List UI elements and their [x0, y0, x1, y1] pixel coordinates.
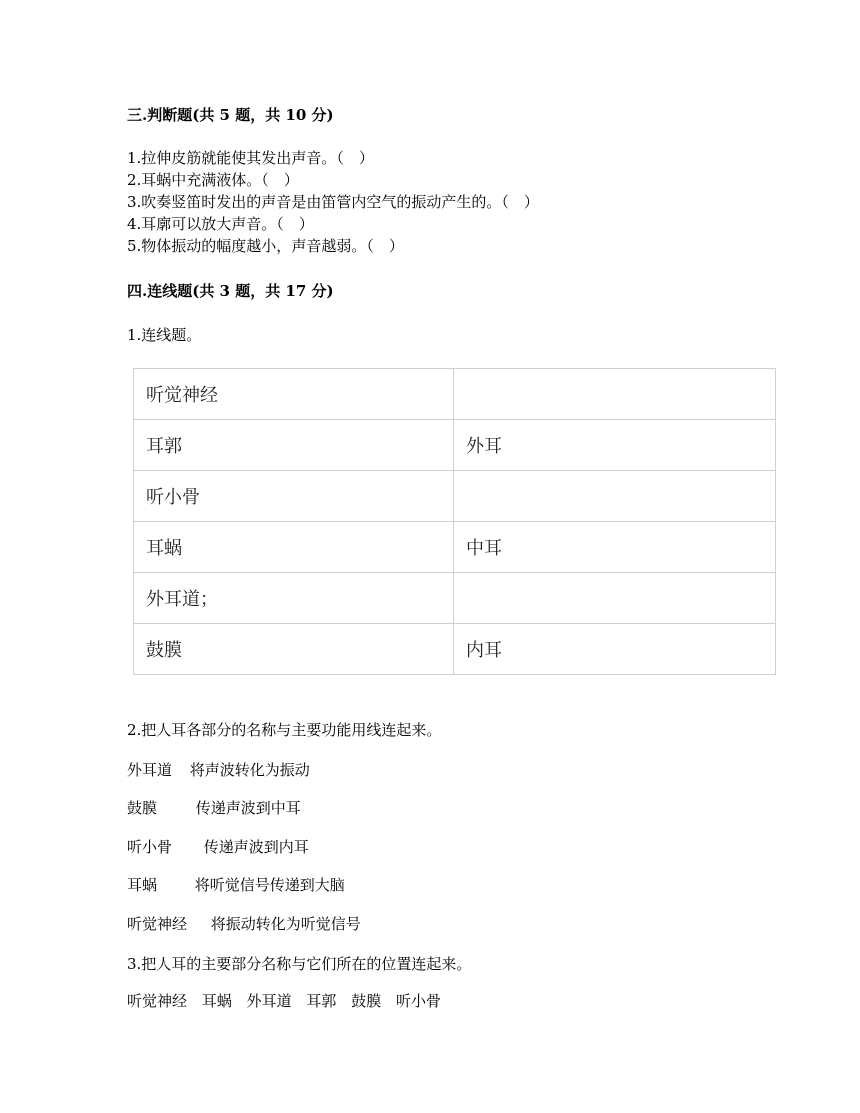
table-cell [454, 369, 776, 420]
q2-pair-right: 将振动转化为听觉信号 [210, 915, 361, 933]
table-cell: 内耳 [454, 624, 776, 675]
table-cell: 耳郭 [134, 420, 454, 471]
q2-pair-right: 传递声波到内耳 [203, 838, 309, 856]
q2-pair-row [127, 759, 310, 780]
judge-item-3: 3.吹奏竖笛时发出的声音是由笛管内空气的振动产生的。（ ） [127, 193, 539, 211]
q2-pair-row [127, 797, 301, 818]
table-cell: 外耳道； [134, 573, 454, 624]
q2-pair-row [127, 874, 345, 895]
table-row [134, 573, 776, 624]
q2-pair-left: 耳蜗 [127, 876, 158, 894]
q2-pair-left: 听觉神经 [127, 915, 188, 933]
q2-pair-left: 听小骨 [127, 838, 173, 856]
q3-item: 耳蜗 [201, 992, 232, 1010]
q2-pair-left: 鼓膜 [127, 799, 158, 817]
q3-item: 听小骨 [395, 992, 441, 1010]
q2-pair-right: 传递声波到中耳 [195, 799, 301, 817]
q3-item: 耳郭 [306, 992, 337, 1010]
table-cell: 耳蜗 [134, 522, 454, 573]
q1-prompt: 1.连线题。 [127, 326, 202, 344]
q3-items-row [127, 990, 451, 1011]
q3-item: 听觉神经 [127, 992, 188, 1010]
q3-item: 鼓膜 [351, 992, 382, 1010]
table-row [134, 522, 776, 573]
table-row [134, 624, 776, 675]
q2-pair-row [127, 836, 309, 857]
q3-prompt: 3.把人耳的主要部分名称与它们所在的位置连起来。 [127, 955, 472, 973]
section4-heading: 四.连线题(共 3 题，共 17 分) [127, 282, 334, 300]
section3-heading: 三.判断题(共 5 题，共 10 分) [127, 106, 334, 124]
q3-item: 外耳道 [246, 992, 292, 1010]
judge-item-1: 1.拉伸皮筋就能使其发出声音。（ ） [127, 149, 374, 167]
table-cell: 外耳 [454, 420, 776, 471]
table-cell [454, 573, 776, 624]
q2-prompt: 2.把人耳各部分的名称与主要功能用线连起来。 [127, 721, 442, 739]
q2-pair-right: 将声波转化为振动 [189, 761, 310, 779]
table-cell: 听小骨 [134, 471, 454, 522]
table-row [134, 369, 776, 420]
table-row [134, 471, 776, 522]
judge-item-4: 4.耳廓可以放大声音。（ ） [127, 215, 314, 233]
table-cell: 听觉神经 [134, 369, 454, 420]
table-cell: 鼓膜 [134, 624, 454, 675]
matching-table [133, 368, 776, 675]
table-cell [454, 471, 776, 522]
table-row [134, 420, 776, 471]
table-cell: 中耳 [454, 522, 776, 573]
judge-item-5: 5.物体振动的幅度越小，声音越弱。（ ） [127, 237, 404, 255]
q2-pair-left: 外耳道 [127, 761, 173, 779]
judge-item-2: 2.耳蜗中充满液体。（ ） [127, 171, 299, 189]
q2-pair-right: 将听觉信号传递到大脑 [194, 876, 345, 894]
q2-pair-row [127, 913, 361, 934]
